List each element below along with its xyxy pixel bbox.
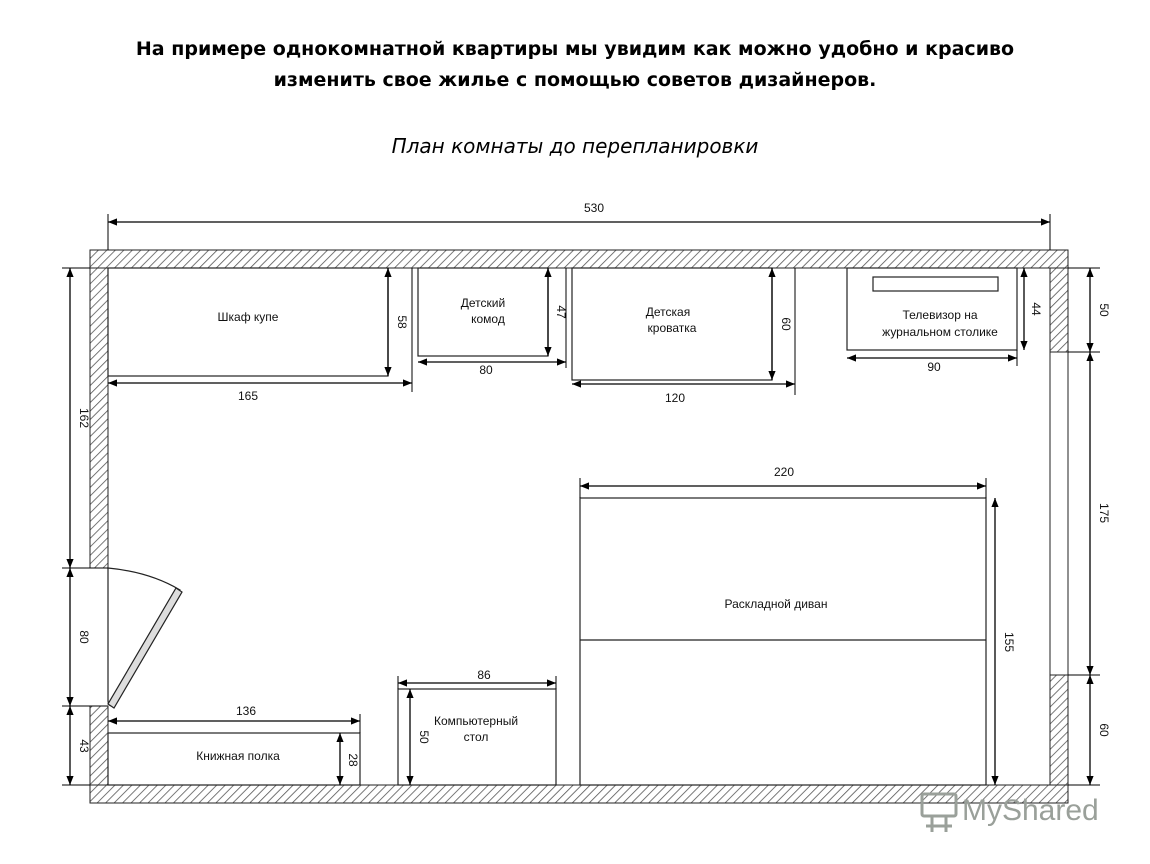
crib-label-1: Детская	[645, 305, 691, 319]
crib-label-2: кроватка	[647, 321, 697, 335]
dim-left-top: 162	[77, 407, 91, 429]
tv-label-2: журнальном столике	[882, 325, 998, 339]
dresser-label-2: комод	[471, 312, 505, 326]
wall-left-upper	[90, 268, 108, 568]
dim-room-width: 530	[583, 201, 605, 215]
dim-right-top: 50	[1097, 303, 1111, 317]
desk-label-2: стол	[463, 730, 489, 744]
dim-desk-w: 86	[477, 668, 491, 682]
dim-dresser-d: 47	[554, 305, 568, 319]
dimension-lines	[62, 214, 1100, 785]
heading-line-1: На примере однокомнатной квартиры мы увидим как можно удобно и красиво	[135, 38, 1015, 60]
wall-left-lower	[90, 706, 108, 785]
wardrobe-label: Шкаф купе	[217, 310, 279, 324]
shelf-label: Книжная полка	[196, 749, 280, 763]
dim-tv-d: 44	[1029, 302, 1043, 316]
dim-shelf-d: 28	[346, 753, 360, 767]
heading-line-2: изменить свое жилье с помощью советов дизайнеров.	[273, 69, 877, 91]
dim-crib-w: 120	[664, 391, 686, 405]
wall-right-upper	[1050, 268, 1068, 352]
dim-left-bottom: 43	[77, 739, 91, 753]
dresser-label-1: Детский	[460, 296, 506, 310]
dim-desk-d: 50	[417, 730, 431, 744]
dim-shelf-w: 136	[235, 704, 257, 718]
plan-subtitle: План комнаты до перепланировки	[391, 134, 759, 158]
dim-wardrobe-d: 58	[395, 315, 409, 329]
wall-right-lower	[1050, 675, 1068, 785]
desk-label-1: Компьютерный	[433, 714, 519, 728]
folding-sofa	[580, 498, 986, 785]
tv-label-1: Телевизор на	[902, 308, 978, 322]
dim-right-bottom: 60	[1097, 723, 1111, 737]
dim-tv-w: 90	[927, 360, 941, 374]
tv-screen	[873, 277, 998, 291]
sofa-label: Раскладной диван	[724, 597, 828, 611]
dim-door: 80	[77, 630, 91, 644]
dim-sofa-w: 220	[773, 465, 795, 479]
dim-wardrobe-w: 165	[237, 389, 259, 403]
wall-top	[90, 250, 1068, 268]
dim-right-middle: 175	[1097, 502, 1111, 524]
door	[108, 568, 182, 708]
dim-crib-d: 60	[779, 317, 793, 331]
dim-sofa-d: 155	[1002, 631, 1016, 653]
dim-dresser-w: 80	[479, 363, 493, 377]
watermark-text: MyShared	[962, 794, 1099, 827]
